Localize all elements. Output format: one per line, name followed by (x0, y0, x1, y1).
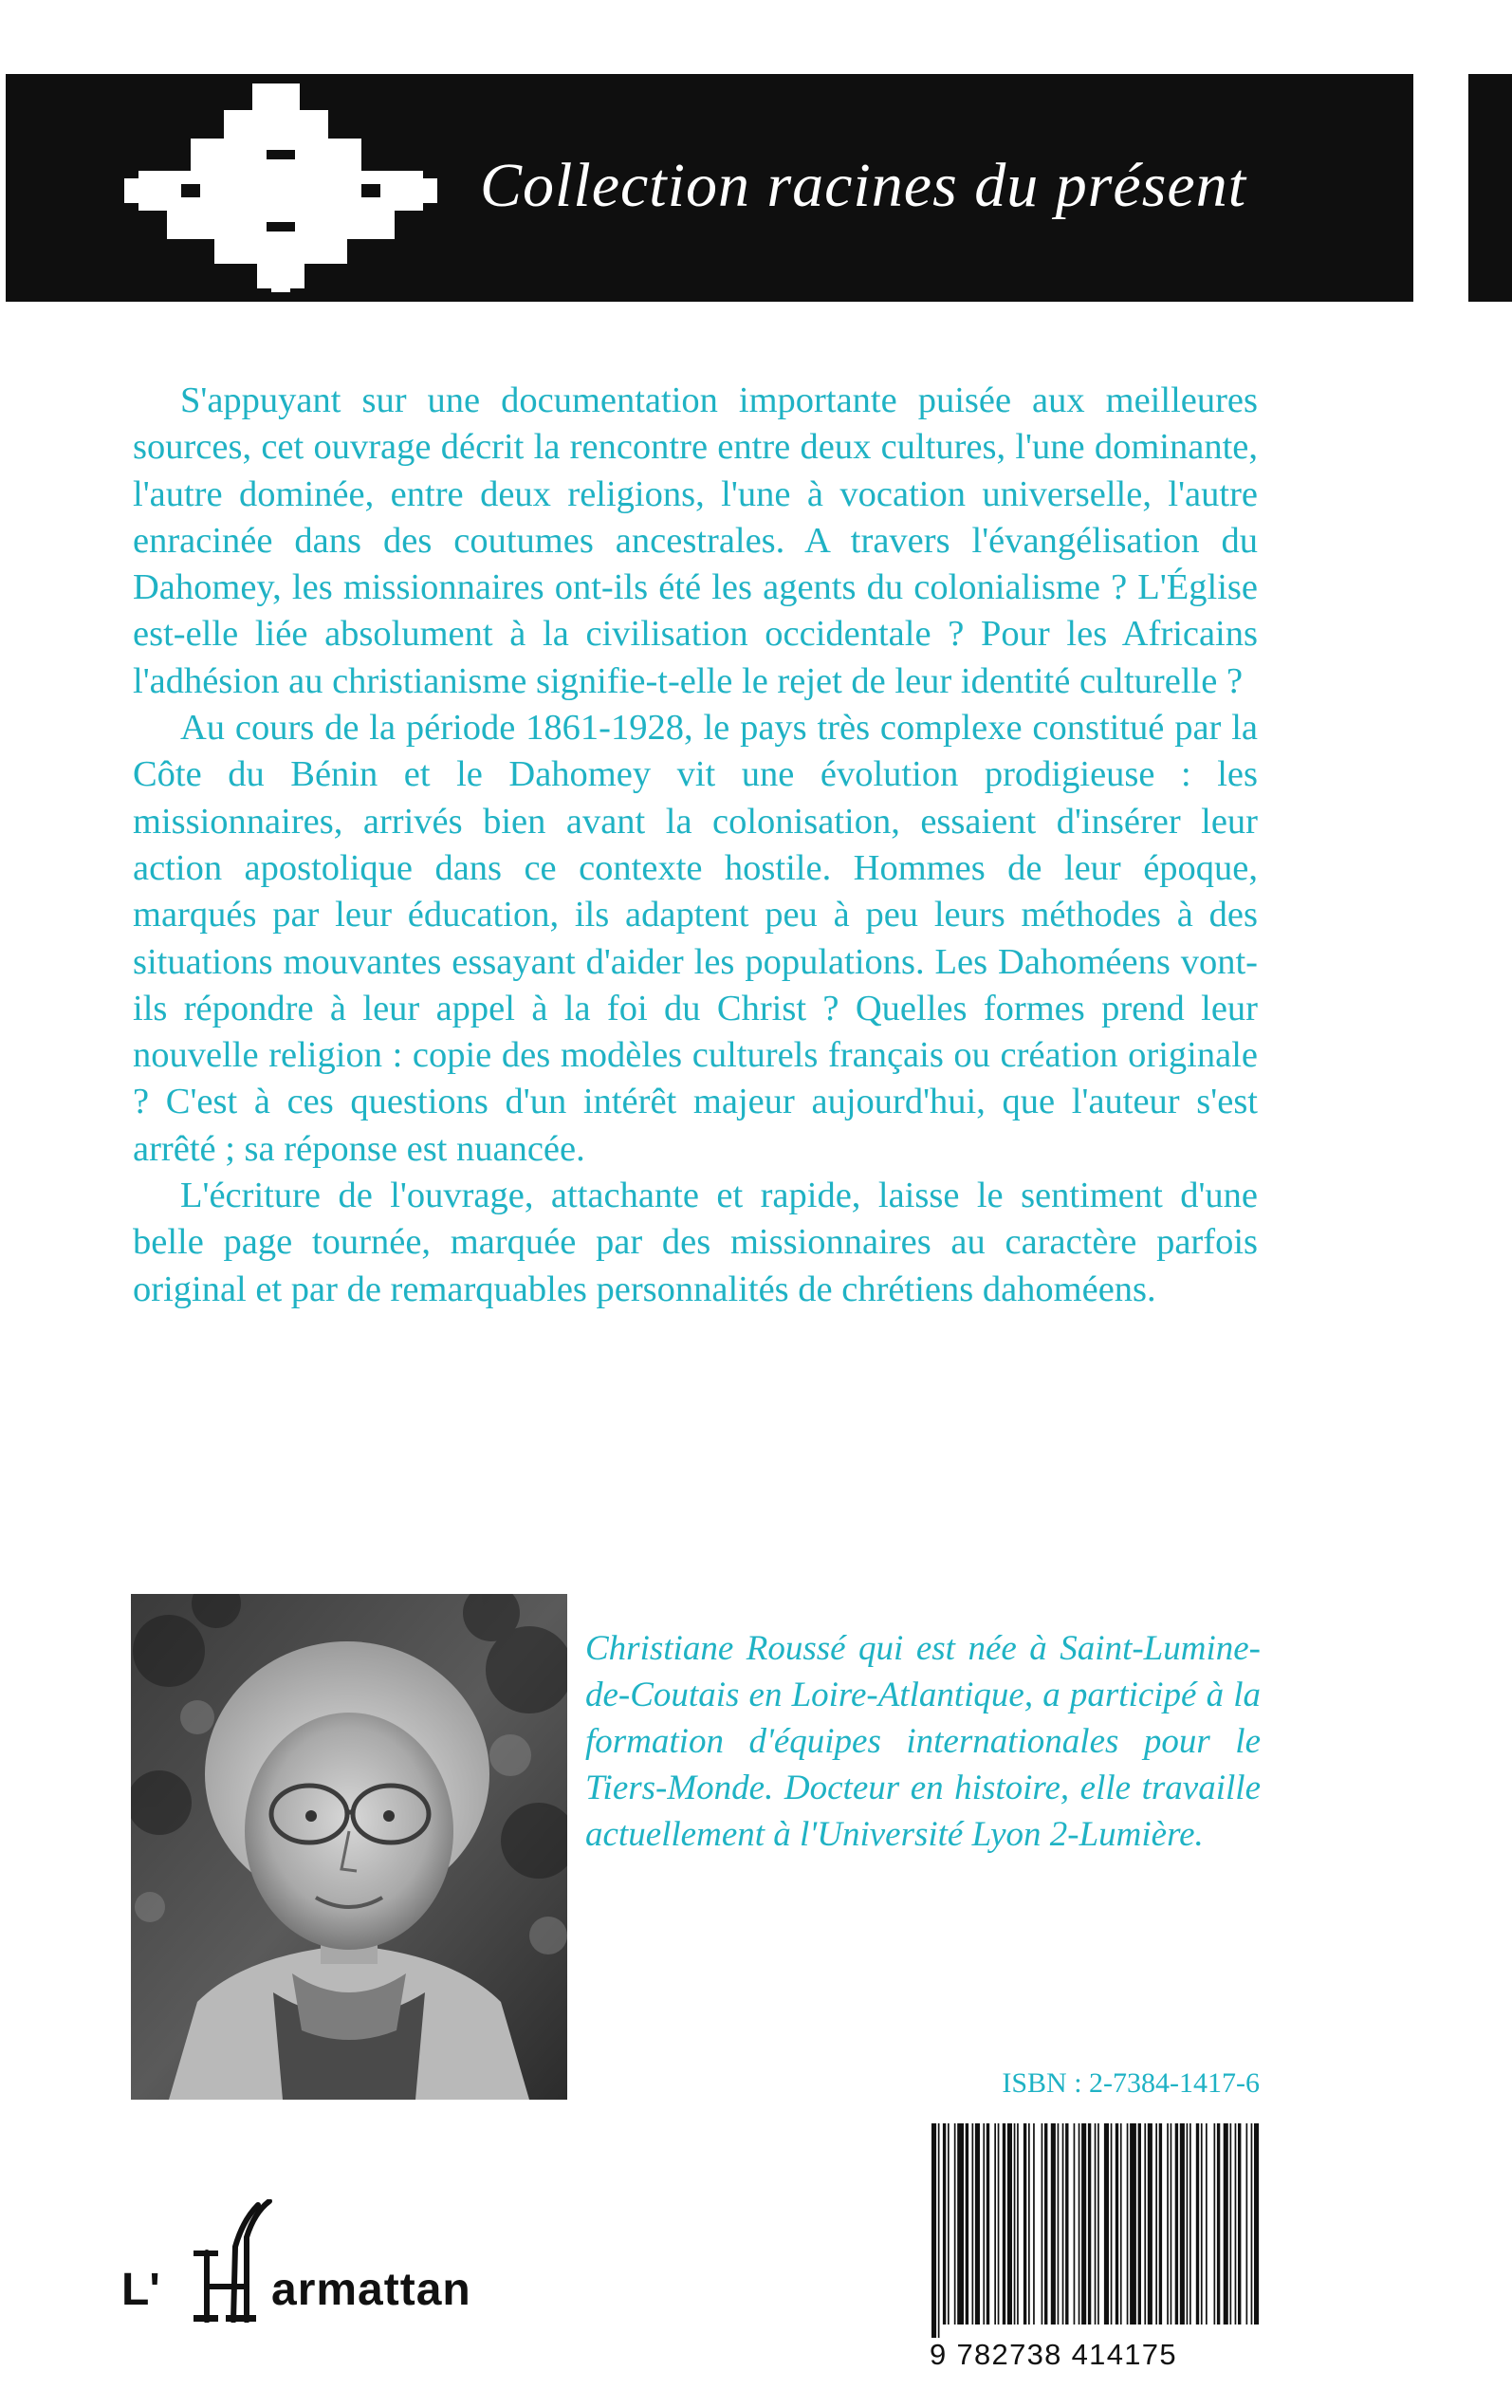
blurb-paragraph-2: Au cours de la période 1861-1928, le pays très complexe constitué par la Côte du Bénin et le Dahomey vit une évolution prodigieuse : les missionnaires, arrivés bien avant la colonisation, essaient d'insérer leur action apostolique dans ce contexte hostile. Hommes de leur époque, marqués par leur éducation, ils adaptent peu à peu leurs méthodes à des situations mouvantes essayant d'aider les populations. Les Dahoméens vont-ils répondre à leur appel à la foi du Christ ? Quelles formes prend leur nouvelle religion : copie des modèles culturels français ou création originale ? C'est à ces questions d'un intérêt majeur aujourd'hui, que l'auteur s'est arrêté ; sa réponse est nuancée. (133, 708, 1258, 1169)
barcode-bar (1065, 2123, 1068, 2325)
barcode-bar (1062, 2123, 1064, 2325)
publisher-logo (121, 2199, 510, 2332)
barcode (930, 2123, 1262, 2370)
barcode-bar (943, 2123, 946, 2325)
barcode-bars (930, 2123, 1262, 2338)
barcode-bar (1196, 2123, 1199, 2325)
barcode-bar (1171, 2123, 1172, 2325)
barcode-bar (1120, 2123, 1122, 2325)
barcode-bar (1127, 2123, 1129, 2325)
stepped-motif-icon (124, 83, 437, 292)
barcode-bar (1104, 2123, 1109, 2325)
barcode-bar (1044, 2123, 1047, 2325)
isbn-label: ISBN : 2-7384-1417-6 (1002, 2067, 1260, 2099)
publisher-name: armattan (271, 2265, 471, 2315)
barcode-bar (1079, 2123, 1080, 2325)
barcode-bar (1042, 2123, 1043, 2325)
barcode-bar (1201, 2123, 1203, 2325)
barcode-bar (966, 2123, 968, 2325)
barcode-bar (1058, 2123, 1060, 2325)
barcode-bar (1206, 2123, 1208, 2325)
barcode-bar (972, 2123, 974, 2325)
barcode-bar (1088, 2123, 1091, 2325)
barcode-bar (975, 2123, 980, 2325)
barcode-bar (998, 2123, 1000, 2325)
blurb-paragraph-1: S'appuyant sur une documentation importante puisée aux meilleures sources, cet ouvrage décrit la rencontre entre deux cultures, l'une dominante, l'autre dominée, entre deux religions, l'une à vocation universelle, l'autre enracinée dans des coutumes ancestrales. A travers l'évangélisation du Dahomey, les missionnaires ont-ils été les agents du colonialisme ? L'Église est-elle liée absolument à la civilisation occidentale ? Pour les Africains l'adhésion au christianisme signifie-t-elle le rejet de leur identité culturelle ? (133, 380, 1258, 701)
back-cover-blurb (133, 378, 1258, 1313)
barcode-bar (986, 2123, 989, 2325)
barcode-bar (1116, 2123, 1118, 2325)
barcode-bar (1033, 2123, 1035, 2325)
barcode-bar (938, 2123, 940, 2338)
collection-banner (6, 74, 1413, 302)
barcode-bar (1254, 2123, 1259, 2325)
author-portrait-image (131, 1594, 567, 2100)
barcode-bar (1167, 2123, 1169, 2325)
barcode-bar (931, 2123, 936, 2338)
barcode-bar (1111, 2123, 1113, 2325)
barcode-bar (1251, 2123, 1253, 2325)
author-bio (585, 1625, 1261, 1858)
barcode-bar (1214, 2123, 1216, 2325)
barcode-bar (994, 2123, 996, 2325)
barcode-bar (1074, 2123, 1076, 2325)
barcode-bar (1130, 2123, 1136, 2325)
barcode-bar (1189, 2123, 1191, 2325)
barcode-bar (954, 2123, 956, 2325)
barcode-bar (1224, 2123, 1228, 2325)
author-photo (131, 1594, 567, 2100)
barcode-bar (1097, 2123, 1099, 2325)
publisher-h-mark-icon (178, 2199, 283, 2323)
barcode-bar (1007, 2123, 1012, 2325)
barcode-bar (1230, 2123, 1232, 2325)
barcode-bar (957, 2123, 964, 2325)
barcode-bar (1217, 2123, 1220, 2325)
barcode-bar (1180, 2123, 1185, 2325)
barcode-digits: 9 782738 414175 (930, 2338, 1177, 2371)
barcode-bar (1238, 2123, 1241, 2325)
blurb-paragraph-3: L'écriture de l'ouvrage, attachante et rapide, laisse le sentiment d'une belle page tournée, marquée par des missionnaires au caractère parfois original et par de remarquables personnalités de chrétiens dahoméens. (133, 1176, 1258, 1309)
barcode-bar (1051, 2123, 1056, 2325)
barcode-bar (1138, 2123, 1141, 2325)
barcode-bar (1028, 2123, 1030, 2325)
barcode-bar (1023, 2123, 1026, 2325)
publisher-lead: L' (121, 2265, 160, 2315)
barcode-bar (1014, 2123, 1016, 2325)
barcode-bar (1175, 2123, 1178, 2325)
barcode-bar (1095, 2123, 1097, 2325)
barcode-bar (1235, 2123, 1237, 2325)
barcode-bar (1017, 2123, 1019, 2325)
barcode-bar (1003, 2123, 1005, 2325)
author-bio-text: Christiane Roussé qui est née à Saint-Lumine-de-Coutais en Loire-Atlantique, a participé à la formation d'équipes internationales pour le Tiers-Monde. Docteur en histoire, elle travaille actuellement à l'Université Lyon 2-Lumière. (585, 1629, 1261, 1854)
barcode-bar (1144, 2123, 1146, 2325)
barcode-bar (1187, 2123, 1189, 2325)
barcode-bar (1159, 2123, 1162, 2325)
barcode-bar (1148, 2123, 1152, 2325)
banner-edge (1468, 74, 1512, 302)
barcode-bar (983, 2123, 985, 2325)
barcode-bar (1155, 2123, 1157, 2325)
barcode-bar (1081, 2123, 1086, 2325)
barcode-bar (948, 2123, 950, 2325)
collection-title: Collection racines du présent (480, 151, 1247, 220)
barcode-bar (1246, 2123, 1248, 2325)
